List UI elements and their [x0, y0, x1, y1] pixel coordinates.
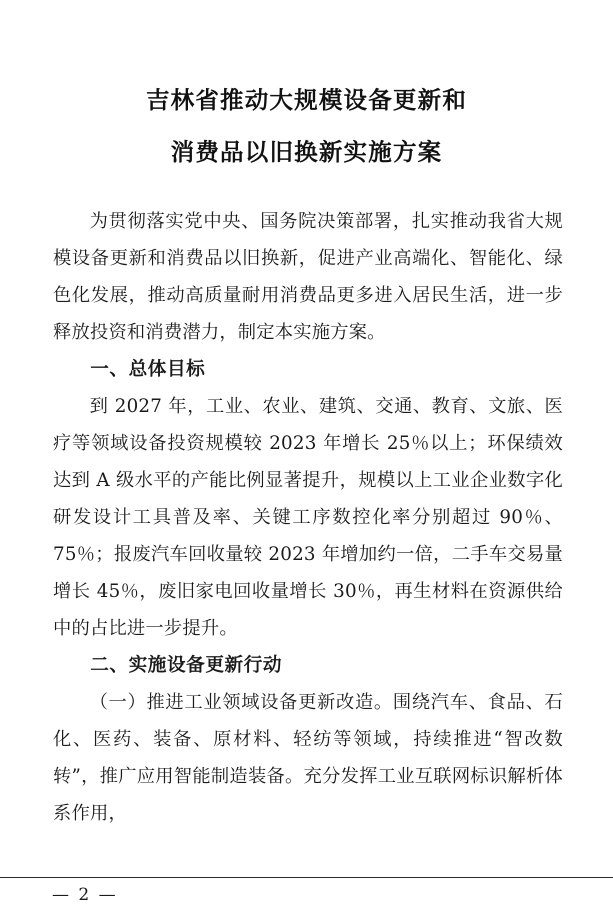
document-body — [50, 203, 563, 832]
paragraph-overall-goal: 到 2027 年，工业、农业、建筑、交通、教育、文旅、医疗等领域设备投资规模较 2023 年增长 25％以上；环保绩效达到 A 级水平的产能比例显著提升，规模以上工业企业数字化研发设计工具普及率、关键工序数控化率分别超过 90％、75％；报废汽车回收量较 2023 年增加约一倍，二手车交易量增长 45％，废旧家电回收量增长 30％，再生材料在资源供给中的占比进一步提升。 — [53, 396, 563, 639]
title-line-2: 消费品以旧换新实施方案 — [170, 138, 443, 166]
title-line-1: 吉林省推动大规模设备更新和 — [145, 86, 468, 114]
document-title — [0, 74, 613, 178]
section-heading-2: 二、实施设备更新行动 — [90, 655, 283, 676]
page-number: — 2 — — [52, 885, 118, 905]
section-heading-1: 一、总体目标 — [90, 359, 206, 380]
page-footer — [0, 877, 613, 915]
paragraph-intro: 为贯彻落实党中央、国务院决策部署，扎实推动我省大规模设备更新和消费品以旧换新，促进产业高端化、智能化、绿色化发展，推动高质量耐用消费品更多进入居民生活，进一步释放投资和消费潜力，制定本实施方案。 — [53, 211, 563, 343]
paragraph-industrial-equipment: （一）推进工业领域设备更新改造。围绕汽车、食品、石化、医药、装备、原材料、轻纺等领域，持续推进“智改数转”，推广应用智能制造装备。充分发挥工业互联网标识解析体系作用， — [53, 692, 563, 824]
